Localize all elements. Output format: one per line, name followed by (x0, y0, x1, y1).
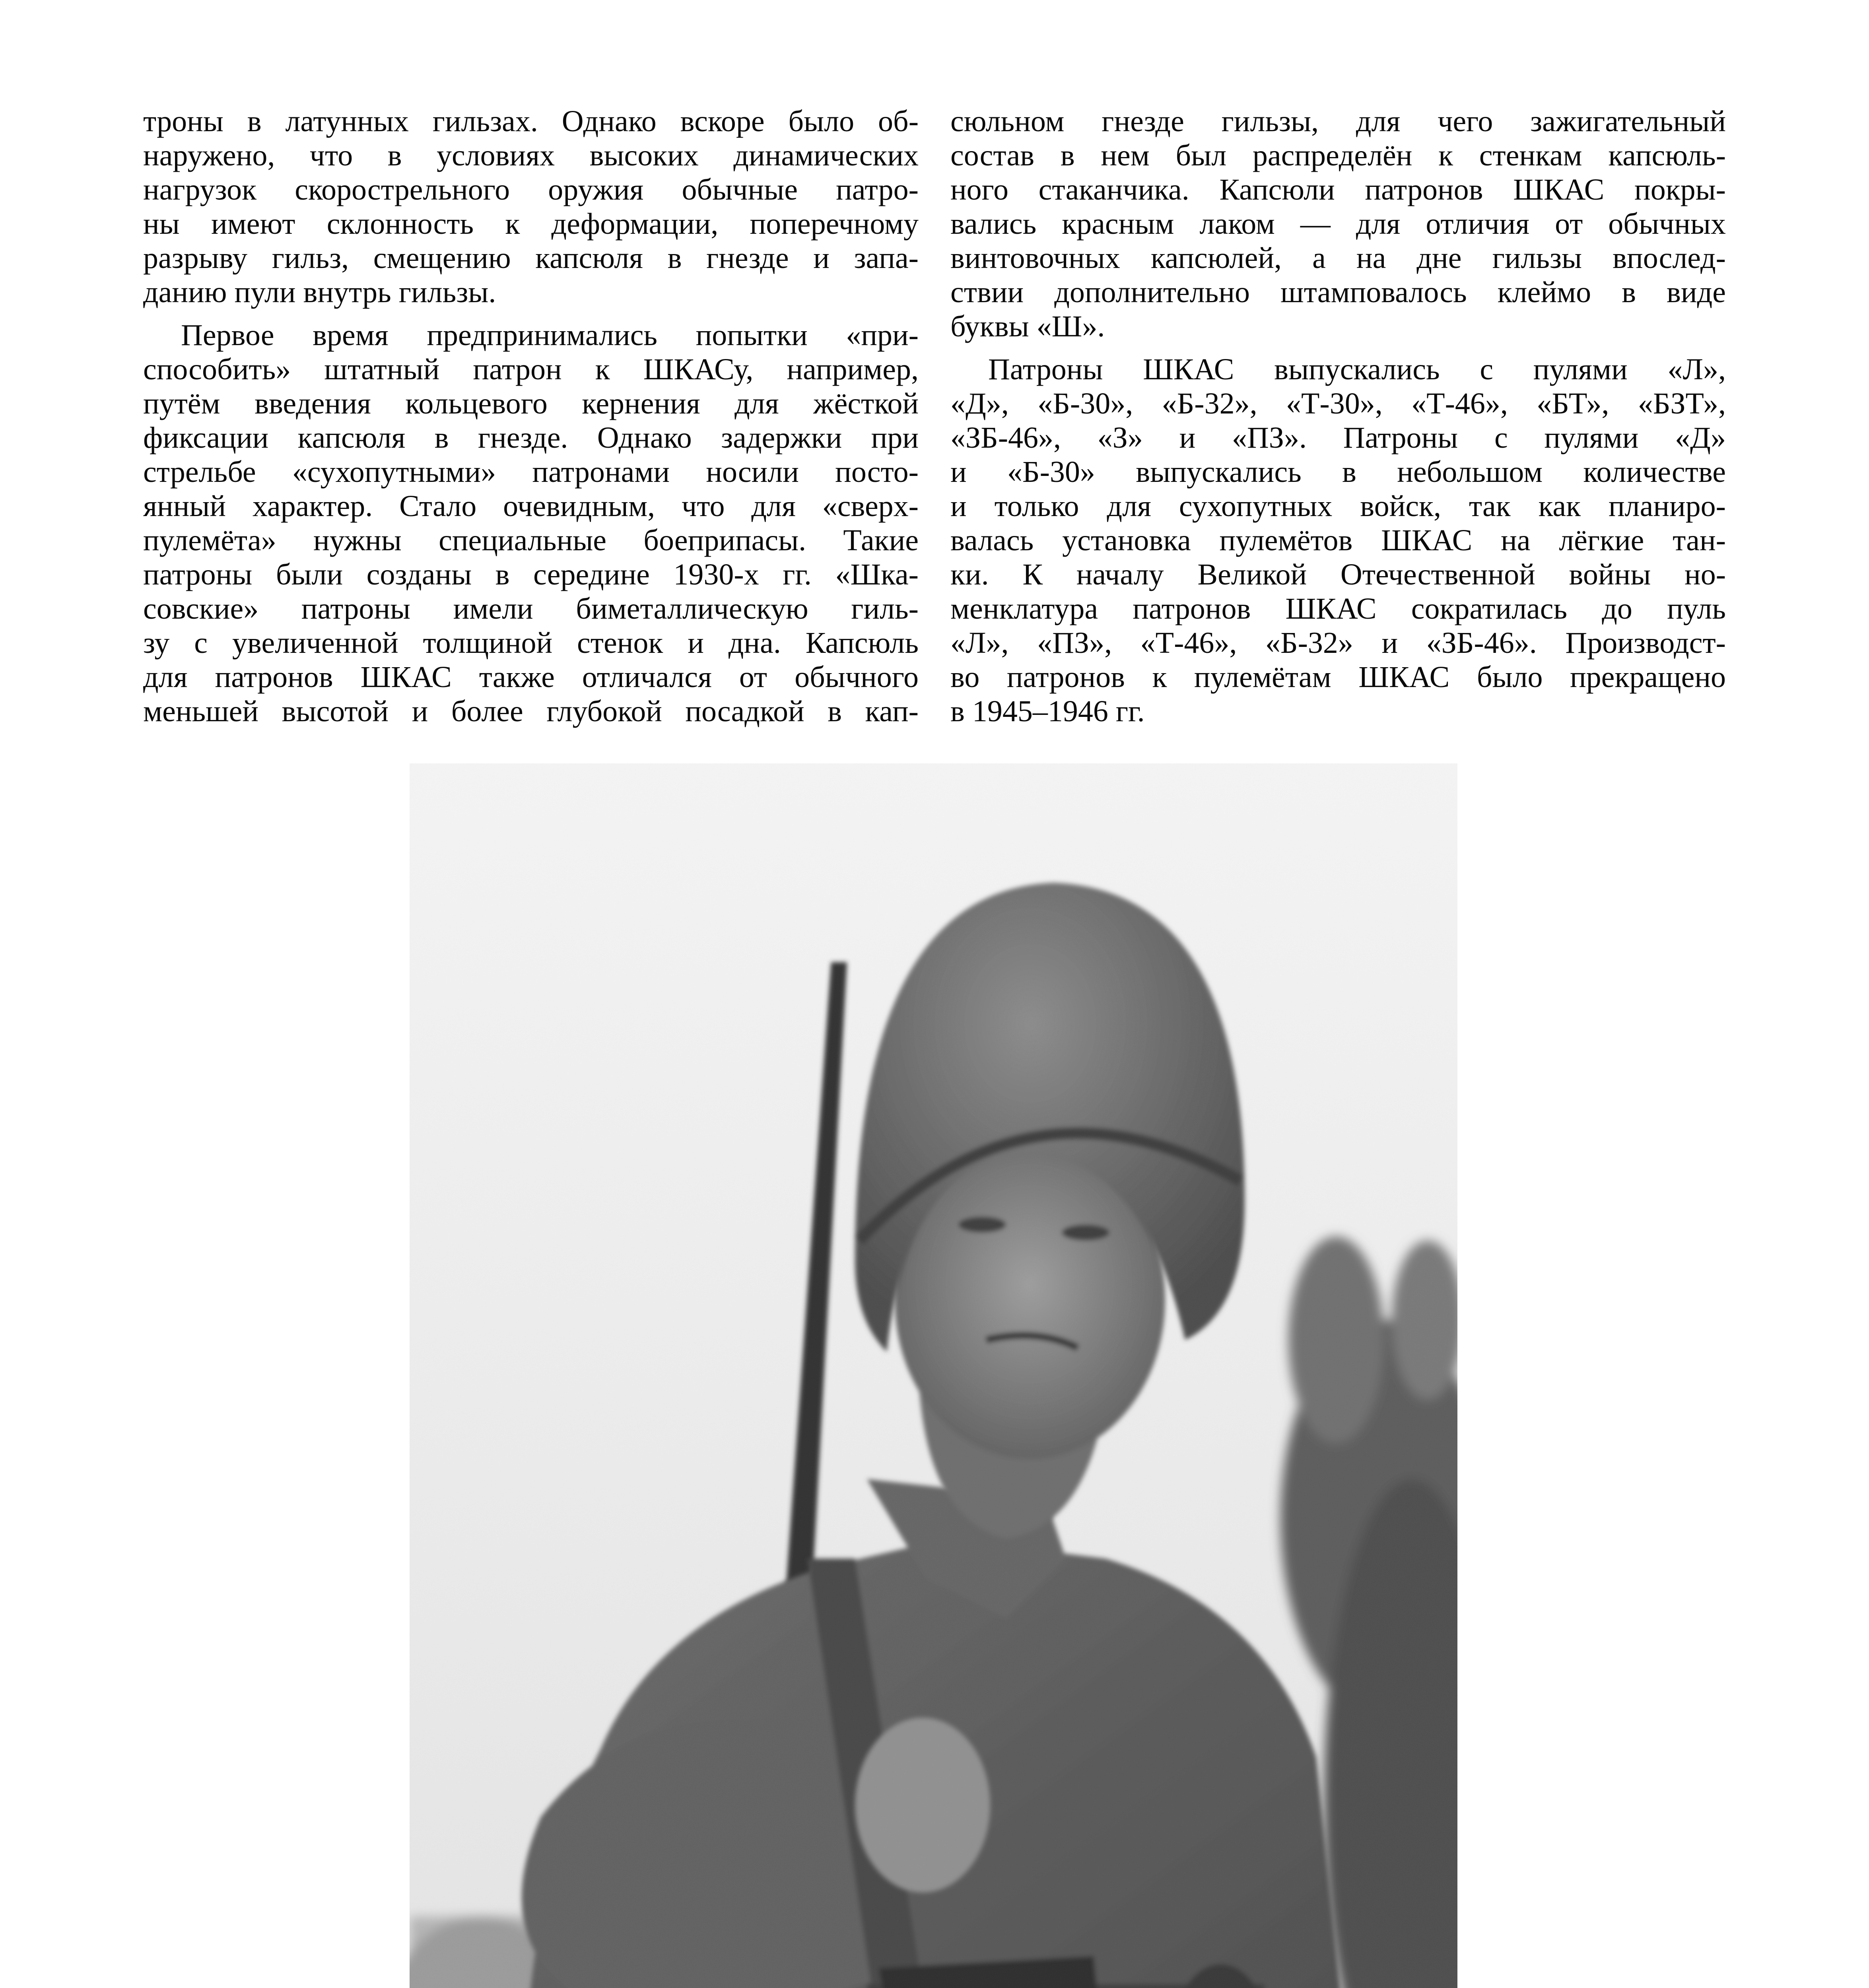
text-line: валась установка пулемётов ШКАС на лёгкие тан- (950, 524, 1726, 557)
text-line: и «Б-30» выпускались в небольшом количестве (950, 455, 1726, 489)
text-line: ки. К началу Великой Отечественной войны но- (950, 558, 1726, 591)
text-line: винтовочных капсюлей, а на дне гильзы впослед- (950, 241, 1726, 275)
text-line: путём введения кольцевого кернения для жёсткой (143, 387, 919, 420)
text-line: менклатура патронов ШКАС сократилась до пуль (950, 592, 1726, 625)
text-line: в 1945–1946 гг. (950, 695, 1145, 728)
text-line: буквы «Ш». (950, 310, 1105, 343)
text-line: нагрузок скорострельного оружия обычные патро- (143, 173, 919, 206)
text-line: зу с увеличенной толщиной стенок и дна. Капсюль (143, 626, 919, 660)
text-line: и только для сухопутных войск, так как планиро- (950, 489, 1726, 523)
text-line: ствии дополнительно штамповалось клеймо в виде (950, 276, 1726, 309)
text-line: фиксации капсюля в гнезде. Однако задержки при (143, 421, 919, 454)
text-line: «Д», «Б-30», «Б-32», «Т-30», «Т-46», «БТ», «БЗТ», (950, 387, 1726, 420)
text-line: сюльном гнезде гильзы, для чего зажигательный (950, 105, 1726, 138)
text-line: ного стаканчика. Капсюли патронов ШКАС покры- (950, 173, 1726, 206)
left-text-column (143, 104, 919, 728)
text-line: «Л», «ПЗ», «Т-46», «Б-32» и «ЗБ-46». Производст- (950, 626, 1726, 660)
text-line: Первое время предпринимались попытки «при- (181, 318, 919, 352)
text-line: способить» штатный патрон к ШКАСу, например, (143, 353, 919, 386)
text-line: пулемёта» нужны специальные боеприпасы. Такие (143, 524, 919, 557)
text-line: троны в латунных гильзах. Однако вскоре было об- (143, 105, 919, 138)
paragraph-3 (950, 104, 1726, 344)
text-line: для патронов ШКАС также отличался от обычного (143, 660, 919, 694)
text-line: совские» патроны имели биметаллическую гиль- (143, 592, 919, 625)
text-line: меньшей высотой и более глубокой посадкой в кап- (143, 695, 919, 728)
text-line: янный характер. Стало очевидным, что для «сверх- (143, 489, 919, 523)
text-line: стрельбе «сухопутными» патронами носили посто- (143, 455, 919, 489)
text-line: Патроны ШКАС выпускались с пулями «Л», (988, 353, 1726, 386)
text-line: «ЗБ-46», «З» и «ПЗ». Патроны с пулями «Д» (950, 421, 1726, 454)
text-line: состав в нем был распределён к стенкам капсюль- (950, 139, 1726, 172)
text-line: во патронов к пулемётам ШКАС было прекращено (950, 660, 1726, 694)
paragraph-1 (143, 104, 919, 309)
text-line: данию пули внутрь гильзы. (143, 276, 496, 309)
text-line: ны имеют склонность к деформации, поперечному (143, 207, 919, 241)
text-line: разрыву гильз, смещению капсюля в гнезде и запа- (143, 241, 919, 275)
paragraph-4 (950, 352, 1726, 728)
soldier-photo-illustration (410, 763, 1457, 1988)
text-line: наружено, что в условиях высоких динамических (143, 139, 919, 172)
text-line: патроны были созданы в середине 1930-х гг. «Шка- (143, 558, 919, 591)
soldier-photograph (410, 763, 1457, 1988)
paragraph-2 (143, 318, 919, 728)
right-text-column (950, 104, 1726, 728)
text-line: вались красным лаком — для отличия от обычных (950, 207, 1726, 241)
